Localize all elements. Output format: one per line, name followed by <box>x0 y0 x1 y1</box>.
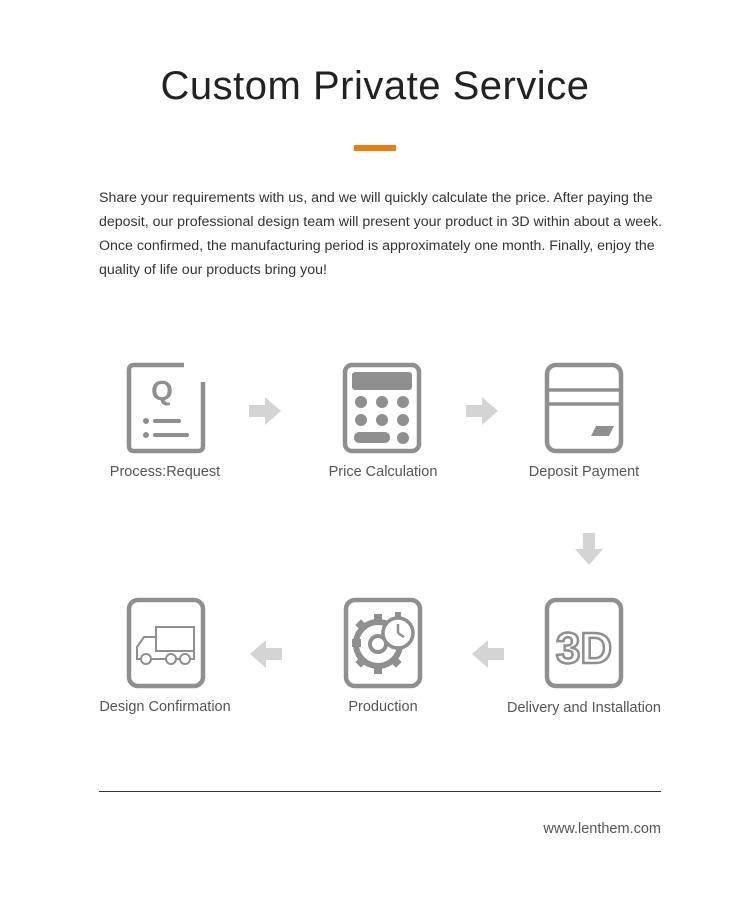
step-label-delivery: Delivery and Installation <box>507 700 661 716</box>
credit-card-icon <box>544 362 624 454</box>
svg-text:3D: 3D <box>555 624 613 673</box>
svg-text:Q: Q <box>151 375 173 406</box>
quote-request-icon <box>126 362 206 454</box>
gear-stopwatch-icon <box>343 597 423 689</box>
3d-icon <box>544 597 624 689</box>
arrow-right-icon <box>247 396 283 426</box>
step-label-request: Process:Request <box>109 464 221 480</box>
arrow-right-icon <box>464 396 500 426</box>
step-label-production: Production <box>348 699 418 715</box>
calculator-icon <box>342 362 422 454</box>
footer-divider <box>99 791 661 792</box>
arrow-left-icon <box>248 639 284 669</box>
step-label-deposit: Deposit Payment <box>528 464 640 480</box>
arrow-left-icon <box>470 639 506 669</box>
arrow-down-icon <box>574 531 604 567</box>
title-accent-bar <box>354 145 396 151</box>
page-title: Custom Private Service <box>160 64 590 108</box>
step-label-design: Design Confirmation <box>99 699 231 715</box>
step-label-price: Price Calculation <box>328 464 438 480</box>
website-link[interactable]: www.lenthem.com <box>543 821 661 837</box>
intro-paragraph: Share your requirements with us, and we will quickly calculate the price. After paying the deposit, our professional design team will present your product in 3D within about a week. Once confirmed, the manufacturing period is approximately one month. Finally, enjoy the quality of life our products bring you! <box>99 190 663 278</box>
truck-icon <box>126 597 206 689</box>
